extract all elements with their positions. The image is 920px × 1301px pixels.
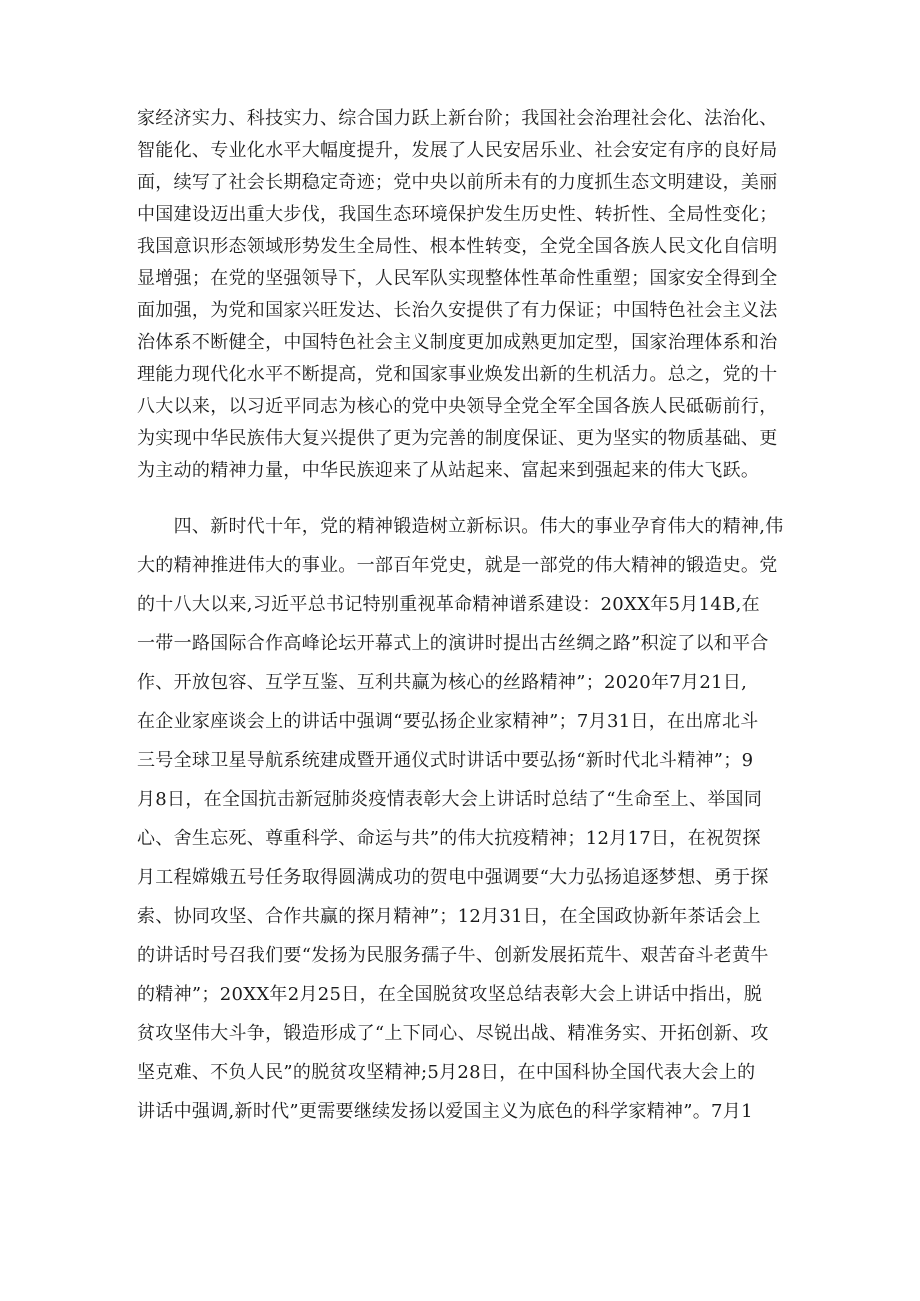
text-line: 一带一路国际合作高峰论坛开幕式上的演讲时提出古丝绸之路”积淀了以和平合: [137, 633, 769, 654]
text-line: 理能力现代化水平不断提高，党和国家事业焕发出新的生机活力。总之，党的十: [137, 364, 778, 385]
text-line: 的讲话时号召我们要“发扬为民服务孺子牛、创新发展拓荒牛、艰苦奋斗老黄牛: [137, 945, 769, 966]
text-line: 我国意识形态领域形势发生全局性、根本性转变，全党全国各族人民文化自信明: [137, 236, 778, 257]
paragraph-spacer: [137, 487, 787, 507]
text-line: 为主动的精神力量，中华民族迎来了从站起来、富起来到强起来的伟大飞跃。: [137, 460, 760, 481]
text-line: 三号全球卫星导航系统建成暨开通仪式时讲话中要弘扬“新时代北斗精神”；9: [137, 750, 754, 771]
text-line: 治体系不断健全，中国特色社会主义制度更加成熟更加定型，国家治理体系和治: [137, 332, 778, 353]
document-body: [137, 103, 787, 1131]
text-line: 坚克难、不负人民”的脱贫攻坚精神;5月28日，在中国科协全国代表大会上的: [137, 1062, 756, 1083]
text-line: 的十八大以来,习近平总书记特别重视革命精神谱系建设：20XX年5月14B,在: [137, 594, 760, 615]
text-line: 的精神”；20XX年2月25日，在全国脱贫攻坚总结表彰大会上讲话中指出，脱: [137, 984, 763, 1005]
text-line: 月8日，在全国抗击新冠肺炎疫情表彰大会上讲话时总结了“生命至上、举国同: [137, 789, 763, 810]
text-line: 贫攻坚伟大斗争，锻造形成了“上下同心、尽锐出战、精准务实、开拓创新、攻: [137, 1023, 769, 1044]
text-line: 月工程嫦娥五号任务取得圆满成功的贺电中强调要“大力弘扬追逐梦想、勇于探: [137, 867, 769, 888]
text-line: 家经济实力、科技实力、综合国力跃上新台阶；我国社会治理社会化、法治化、: [137, 108, 778, 129]
text-line: 四、新时代十年，党的精神锻造树立新标识。伟大的事业孕育伟大的精神,伟: [137, 516, 784, 537]
text-line: 讲话中强调,新时代”更需要继续发扬以爱国主义为底色的科学家精神”。7月1: [137, 1101, 753, 1122]
text-line: 智能化、专业化水平大幅度提升，发展了人民安居乐业、社会安定有序的良好局: [137, 140, 778, 161]
text-line: 作、开放包容、互学互鉴、互利共赢为核心的丝路精神”；2020年7月21日,: [137, 672, 748, 693]
paragraph-1: [137, 103, 787, 487]
text-line: 显增强；在党的坚强领导下，人民军队实现整体性革命性重塑；国家安全得到全: [137, 268, 778, 289]
text-line: 八大以来，以习近平同志为核心的党中央领导全党全军全国各族人民砥砺前行，: [137, 396, 778, 417]
text-line: 索、协同攻坚、合作共赢的探月精神”；12月31日，在全国政协新年茶话会上: [137, 906, 761, 927]
text-line: 在企业家座谈会上的讲话中强调“要弘扬企业家精神”；7月31日，在出席北斗: [137, 711, 759, 732]
text-line: 面加强，为党和国家兴旺发达、长治久安提供了有力保证；中国特色社会主义法: [137, 300, 778, 321]
text-line: 为实现中华民族伟大复兴提供了更为完善的制度保证、更为坚实的物质基础、更: [137, 428, 778, 449]
text-line: 面，续写了社会长期稳定奇迹；党中央以前所未有的力度抓生态文明建设，美丽: [137, 172, 778, 193]
text-line: 中国建设迈出重大步伐，我国生态环境保护发生历史性、转折性、全局性变化；: [137, 204, 778, 225]
text-line: 大的精神推进伟大的事业。一部百年党史，就是一部党的伟大精神的锻造史。党: [137, 555, 778, 576]
text-line: 心、舍生忘死、尊重科学、命运与共”的伟大抗疫精神；12月17日，在祝贺探: [137, 828, 761, 849]
paragraph-2: [137, 507, 787, 1131]
